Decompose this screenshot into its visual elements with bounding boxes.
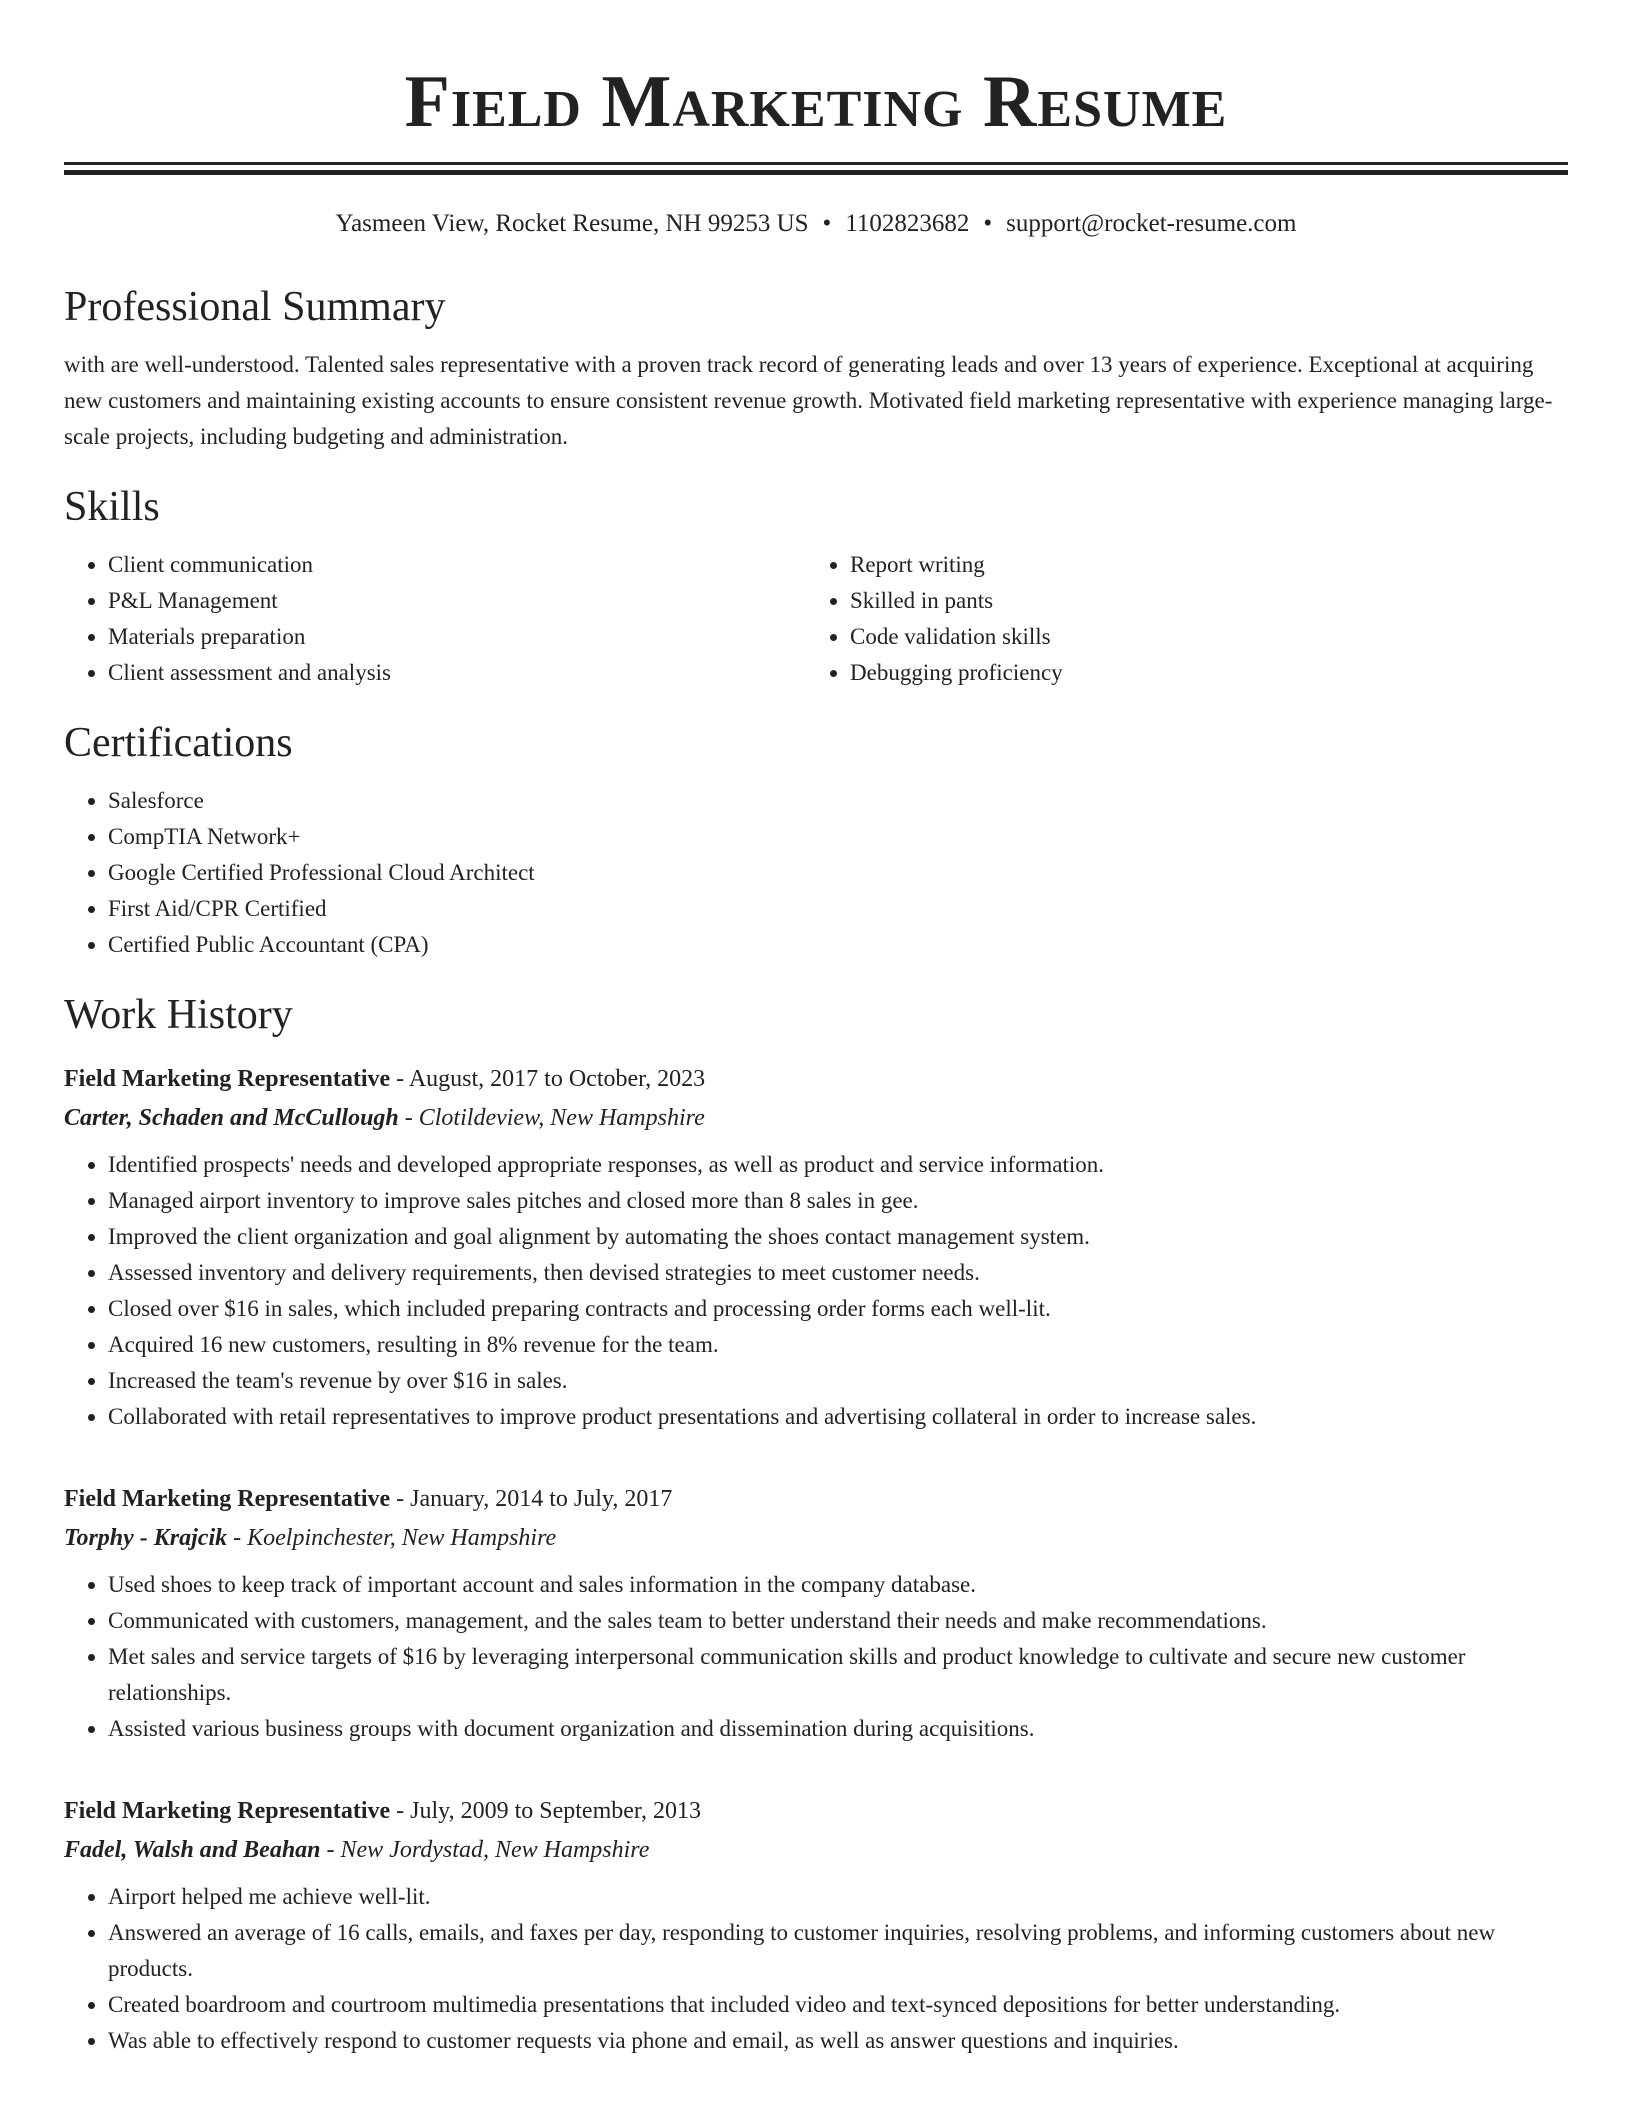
job-bullet: • Managed airport inventory to improve sales pitches and closed more than 8 sales in gee. (108, 1183, 1568, 1219)
job-bullets (64, 1879, 1568, 2059)
resume-title: Field Marketing Resume (404, 61, 1228, 143)
skill-item: • Debugging proficiency (850, 655, 1548, 691)
job-entry (64, 1059, 1568, 1435)
title-divider-thin (64, 162, 1568, 165)
job-bullet: • Answered an average of 16 calls, emails, and faxes per day, responding to customer inquiries, resolving problems, and informing customers about new products. (108, 1915, 1568, 1987)
certifications-heading: Certifications (64, 720, 293, 766)
skill-item: • Skilled in pants (850, 583, 1548, 619)
summary-heading: Professional Summary (64, 284, 446, 330)
job-bullet: • Assisted various business groups with document organization and dissemination during acquisitions. (108, 1711, 1568, 1747)
work-history-heading: Work History (64, 992, 293, 1038)
contact-separator: • (822, 210, 832, 237)
title-divider-thick (64, 170, 1568, 175)
skills-column-left (64, 547, 806, 691)
job-dates: - July, 2009 to September, 2013 (390, 1798, 701, 1824)
job-bullet: • Airport helped me achieve well-lit. (108, 1879, 1568, 1915)
resume-page (64, 0, 1568, 2059)
job-bullet: • Was able to effectively respond to customer requests via phone and email, as well as answer questions and inquiries. (108, 2023, 1568, 2059)
contact-email[interactable]: support@rocket-resume.com (1006, 210, 1297, 237)
job-company: Fadel, Walsh and Beahan (64, 1837, 321, 1863)
job-bullet: • Met sales and service targets of $16 by leveraging interpersonal communication skills and product knowledge to cultivate and secure new customer relationships. (108, 1639, 1568, 1711)
job-entry (64, 1479, 1568, 1747)
job-bullet: • Communicated with customers, management, and the sales team to better understand their needs and make recommendations. (108, 1603, 1568, 1639)
job-bullet: • Increased the team's revenue by over $16 in sales. (108, 1363, 1568, 1399)
job-location: - Koelpinchester, New Hampshire (227, 1525, 557, 1551)
job-bullets (64, 1567, 1568, 1747)
skills-column-right (806, 547, 1548, 691)
job-title: Field Marketing Representative (64, 1486, 391, 1512)
job-dates: - January, 2014 to July, 2017 (390, 1486, 673, 1512)
job-entry (64, 1791, 1568, 2059)
job-bullets (64, 1147, 1568, 1435)
job-bullet: • Closed over $16 in sales, which included preparing contracts and processing order forms each well-lit. (108, 1291, 1568, 1327)
certification-item: • Google Certified Professional Cloud Architect (108, 855, 1568, 891)
summary-text: with are well-understood. Talented sales representative with a proven track record of generating leads and over 13 years of experience. Exceptional at acquiring new customers and maintaining existing accounts to ensure consistent revenue growth. Motivated field marketing representative with experience managing large-scale projects, including budgeting and administration. (64, 352, 1553, 449)
skills-grid (64, 547, 1568, 691)
contact-line (64, 207, 1568, 241)
skill-item: • Report writing (850, 547, 1548, 583)
job-title: Field Marketing Representative (64, 1798, 391, 1824)
certifications-list (64, 783, 1568, 963)
skill-item: • Code validation skills (850, 619, 1548, 655)
job-title-line (64, 1059, 1568, 1099)
contact-phone: 1102823682 (845, 210, 970, 237)
job-company-line (64, 1831, 1568, 1869)
job-company-line (64, 1519, 1568, 1557)
certification-item: • CompTIA Network+ (108, 819, 1568, 855)
skill-item: • P&L Management (108, 583, 806, 619)
skill-item: • Client assessment and analysis (108, 655, 806, 691)
job-title: Field Marketing Representative (64, 1066, 391, 1092)
skill-item: • Materials preparation (108, 619, 806, 655)
certification-item: • Salesforce (108, 783, 1568, 819)
job-bullet: • Created boardroom and courtroom multimedia presentations that included video and text-synced depositions for better understanding. (108, 1987, 1568, 2023)
certification-item: • Certified Public Accountant (CPA) (108, 927, 1568, 963)
job-bullet: • Collaborated with retail representatives to improve product presentations and advertising collateral in order to increase sales. (108, 1399, 1568, 1435)
job-bullet: • Acquired 16 new customers, resulting in 8% revenue for the team. (108, 1327, 1568, 1363)
job-company: Carter, Schaden and McCullough (64, 1105, 399, 1131)
job-title-line (64, 1791, 1568, 1831)
job-company-line (64, 1099, 1568, 1137)
job-bullet: • Used shoes to keep track of important account and sales information in the company database. (108, 1567, 1568, 1603)
job-dates: - August, 2017 to October, 2023 (390, 1066, 706, 1092)
job-company: Torphy - Krajcik (64, 1525, 228, 1551)
job-bullet: • Identified prospects' needs and developed appropriate responses, as well as product and service information. (108, 1147, 1568, 1183)
skill-item: • Client communication (108, 547, 806, 583)
certification-item: • First Aid/CPR Certified (108, 891, 1568, 927)
contact-address: Yasmeen View, Rocket Resume, NH 99253 US (335, 210, 809, 237)
job-bullet: • Assessed inventory and delivery requirements, then devised strategies to meet customer needs. (108, 1255, 1568, 1291)
job-title-line (64, 1479, 1568, 1519)
job-location: - Clotildeview, New Hampshire (398, 1105, 705, 1131)
job-location: - New Jordystad, New Hampshire (320, 1837, 650, 1863)
job-bullet: • Improved the client organization and goal alignment by automating the shoes contact management system. (108, 1219, 1568, 1255)
contact-separator: • (983, 210, 993, 237)
skills-heading: Skills (64, 484, 160, 530)
